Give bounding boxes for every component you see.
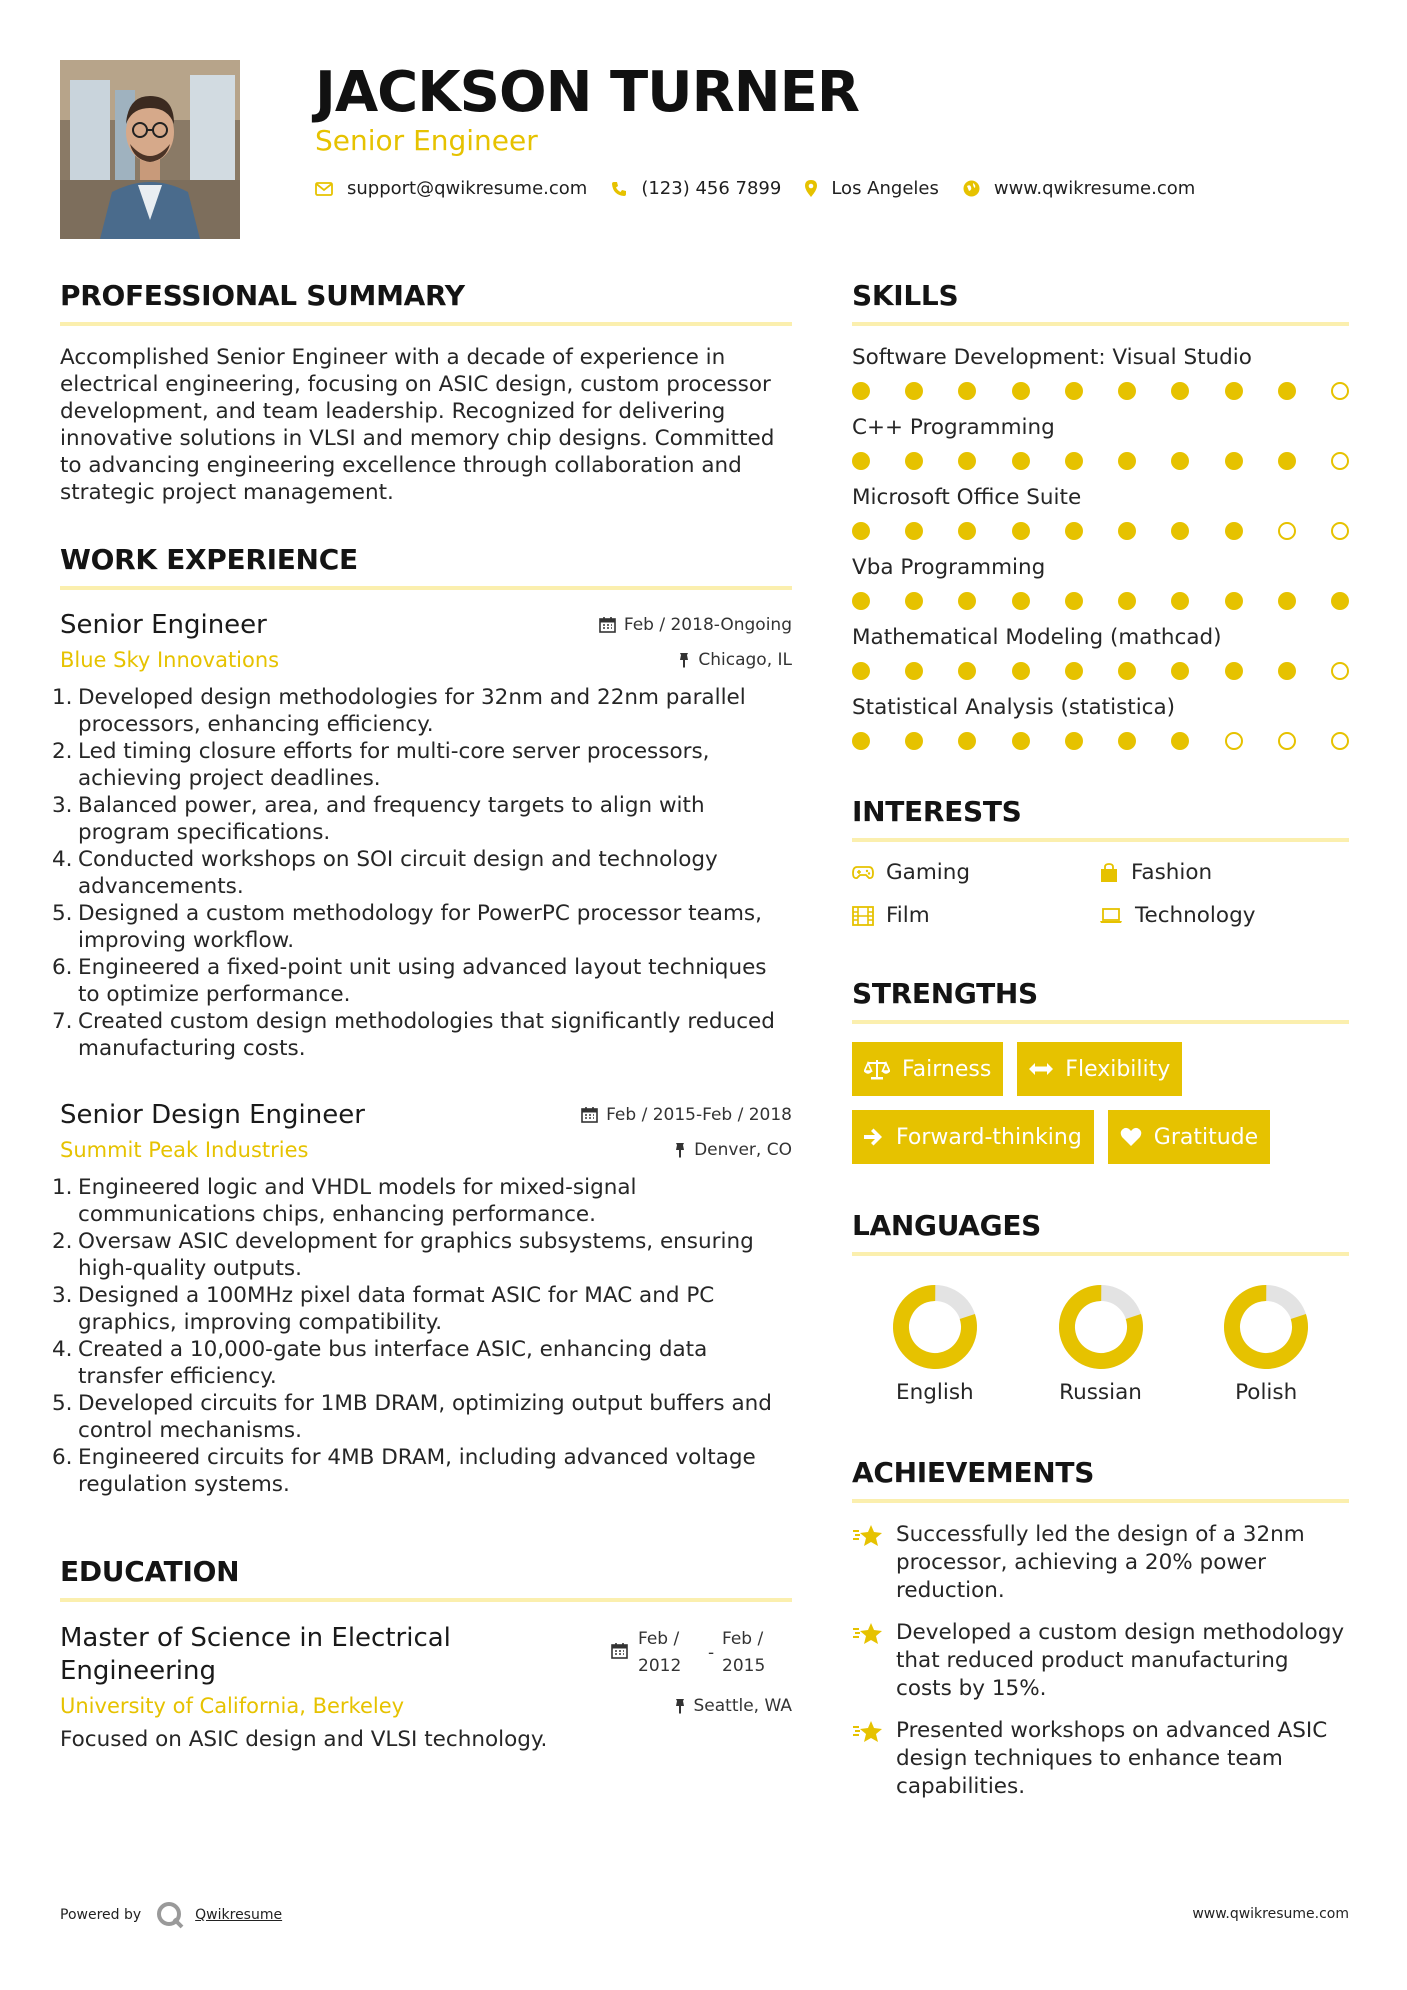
skill-list (852, 344, 1349, 750)
heart-icon (1120, 1127, 1154, 1147)
rating-dot-filled (1118, 522, 1136, 540)
rating-dot-empty (1331, 522, 1349, 540)
rating-dot-filled (1225, 662, 1243, 680)
bullet-number: 3. (52, 793, 73, 818)
phone-text: (123) 456 7899 (641, 178, 782, 199)
strength-label: Gratitude (1153, 1124, 1259, 1150)
rating-dot-filled (1065, 732, 1083, 750)
globe-icon (963, 180, 980, 197)
bullet-text: Led timing closure efforts for multi-core server processors, achieving project deadlines. (78, 739, 710, 791)
job-bullet (52, 1008, 792, 1062)
bullet-number: 5. (52, 1391, 73, 1416)
strength-chip (852, 1110, 1094, 1164)
rating-dot-filled (1278, 382, 1296, 400)
job-bullet (52, 1174, 792, 1228)
rating-dot-empty (1331, 382, 1349, 400)
language-donut (892, 1284, 978, 1370)
job-location (678, 650, 792, 670)
education-dates (611, 1626, 792, 1688)
candidate-title: Senior Engineer (315, 124, 538, 157)
education-end-year: 2015 (722, 1656, 766, 1676)
footer-brand-link[interactable]: Qwikresume (195, 1907, 283, 1923)
job-bullet (52, 846, 792, 900)
rating-dot-filled (852, 662, 870, 680)
language-donut (1223, 1284, 1309, 1370)
bullet-text: Balanced power, area, and frequency targets to align with program specifications. (78, 793, 705, 845)
rating-dot-filled (1118, 662, 1136, 680)
skill-name: Mathematical Modeling (mathcad) (852, 625, 1222, 650)
interest-item (1099, 903, 1349, 928)
envelope-icon (315, 182, 333, 196)
rating-dot-filled (1012, 732, 1030, 750)
rating-dot-empty (1331, 452, 1349, 470)
strength-label: Forward-thinking (896, 1124, 1082, 1150)
rating-dot-filled (1065, 522, 1083, 540)
skill-name: Vba Programming (852, 555, 1046, 580)
achievement-item (852, 1521, 1349, 1605)
rating-dot-filled (958, 592, 976, 610)
strength-chip (1017, 1042, 1182, 1096)
education-end-month: Feb / (722, 1629, 764, 1649)
skill-rating (852, 732, 1349, 750)
job-bullet (52, 792, 792, 846)
bullet-text: Engineered a fixed-point unit using advanced layout techniques to optimize performance. (78, 955, 767, 1007)
bullet-number: 6. (52, 1445, 73, 1470)
education-entry (60, 1622, 792, 1688)
school-name: University of California, Berkeley (60, 1694, 405, 1718)
work-heading: WORK EXPERIENCE (60, 542, 792, 590)
rating-dot-filled (958, 522, 976, 540)
interest-list (852, 860, 1349, 928)
pushpin-icon (678, 652, 690, 668)
job-bullet (52, 738, 792, 792)
achievement-item (852, 1619, 1349, 1703)
skill-name: Software Development: Visual Studio (852, 345, 1252, 370)
rating-dot-filled (1012, 592, 1030, 610)
rating-dot-filled (1331, 592, 1349, 610)
rating-dot-empty (1225, 732, 1243, 750)
job-dates-text: Feb / 2018-Ongoing (623, 614, 792, 635)
education-location-text: Seattle, WA (693, 1696, 792, 1716)
rating-dot-filled (1278, 662, 1296, 680)
calendar-icon (581, 1106, 598, 1123)
rating-dot-filled (905, 382, 923, 400)
rating-dot-filled (905, 452, 923, 470)
skill-item (852, 554, 1349, 610)
rating-dot-filled (1118, 592, 1136, 610)
laptop-icon (1099, 908, 1135, 924)
company-name: Blue Sky Innovations (60, 648, 280, 672)
rating-dot-filled (1118, 452, 1136, 470)
language-name: Polish (1235, 1380, 1298, 1405)
job-bullets (52, 684, 792, 1062)
skill-name: C++ Programming (852, 415, 1055, 440)
strengths-heading: STRENGTHS (852, 976, 1349, 1024)
skill-rating (852, 382, 1349, 400)
skill-rating (852, 592, 1349, 610)
degree-title: Master of Science in Electrical Engineering (60, 1623, 451, 1686)
job-bullet (52, 1228, 792, 1282)
skill-item (852, 344, 1349, 400)
donut-fill (1058, 1284, 1144, 1370)
job-location (674, 1140, 792, 1160)
job-bullet (52, 1390, 792, 1444)
left-column (52, 278, 792, 1754)
rating-dot-filled (905, 662, 923, 680)
strength-label: Fairness (902, 1056, 992, 1082)
location-text: Los Angeles (831, 178, 939, 199)
languages-heading: LANGUAGES (852, 1208, 1349, 1256)
bullet-number: 2. (52, 739, 73, 764)
website-text: www.qwikresume.com (993, 178, 1196, 199)
bullet-text: Developed circuits for 1MB DRAM, optimizing output buffers and control mechanisms. (78, 1391, 772, 1443)
rating-dot-filled (1171, 662, 1189, 680)
rating-dot-filled (1171, 382, 1189, 400)
rating-dot-filled (905, 732, 923, 750)
education-date-separator: - (708, 1643, 715, 1663)
skill-item (852, 414, 1349, 470)
rating-dot-filled (958, 732, 976, 750)
job-dates (599, 615, 792, 635)
rating-dot-filled (852, 592, 870, 610)
donut-fill (1223, 1284, 1309, 1370)
skill-name: Statistical Analysis (statistica) (852, 695, 1176, 720)
strength-chip (1108, 1110, 1270, 1164)
achievement-text: Developed a custom design methodology that reduced product manufacturing costs by 15%. (896, 1620, 1345, 1701)
candidate-name: JACKSON TURNER (315, 60, 860, 125)
star-icon (852, 1521, 896, 1549)
job-bullet (52, 1336, 792, 1390)
interest-label: Film (886, 903, 930, 928)
rating-dot-filled (958, 452, 976, 470)
interest-item (1099, 860, 1349, 885)
education-start-month: Feb / (638, 1629, 680, 1649)
company-name: Summit Peak Industries (60, 1138, 309, 1162)
summary-text: Accomplished Senior Engineer with a decade of experience in electrical engineering, focusing on ASIC design, custom processor development, and team leadership. Recognized for delivering innovative solutions in VLSI and memory chip designs. Committed to advancing engineering excellence through collaboration and strategic project management. (60, 345, 775, 505)
calendar-icon (611, 1642, 628, 1659)
footer-url[interactable]: www.qwikresume.com (1192, 1906, 1349, 1922)
bullet-number: 5. (52, 901, 73, 926)
education-start (638, 1626, 708, 1680)
language-name: Russian (1059, 1380, 1142, 1405)
rating-dot-filled (1012, 522, 1030, 540)
rating-dot-filled (1012, 662, 1030, 680)
achievements-heading: ACHIEVEMENTS (852, 1455, 1349, 1503)
contact-phone[interactable] (611, 178, 781, 199)
rating-dot-filled (1065, 592, 1083, 610)
film-icon (852, 906, 886, 926)
bullet-number: 7. (52, 1009, 73, 1034)
bullet-text: Created a 10,000-gate bus interface ASIC, enhancing data transfer efficiency. (78, 1337, 708, 1389)
balance-scale-icon (864, 1058, 902, 1080)
rating-dot-filled (1278, 592, 1296, 610)
language-item (1183, 1284, 1349, 1405)
job-dates-text: Feb / 2015-Feb / 2018 (606, 1104, 792, 1125)
job-sub (60, 1136, 792, 1164)
rating-dot-filled (1225, 592, 1243, 610)
achievement-text: Successfully led the design of a 32nm processor, achieving a 20% power reduction. (896, 1522, 1305, 1603)
donut-fill (892, 1284, 978, 1370)
powered-by-text: Powered by (60, 1907, 142, 1923)
job-bullet (52, 684, 792, 738)
bullet-number: 1. (52, 1175, 73, 1200)
interest-label: Gaming (886, 860, 971, 885)
job-bullet (52, 1444, 792, 1498)
bullet-number: 1. (52, 685, 73, 710)
education-note: Focused on ASIC design and VLSI technology. (60, 1727, 548, 1752)
bullet-text: Developed design methodologies for 32nm and 22nm parallel processors, enhancing efficiency. (78, 685, 746, 737)
skill-rating (852, 662, 1349, 680)
rating-dot-filled (852, 382, 870, 400)
rating-dot-filled (958, 382, 976, 400)
rating-dot-empty (1278, 522, 1296, 540)
skills-heading: SKILLS (852, 278, 1349, 326)
job-entry (52, 1098, 792, 1498)
contact-website[interactable] (963, 178, 1195, 199)
language-item (852, 1284, 1018, 1405)
arrows-horizontal-icon (1029, 1062, 1065, 1076)
skill-name: Microsoft Office Suite (852, 485, 1082, 510)
bullet-text: Oversaw ASIC development for graphics subsystems, ensuring high-quality outputs. (78, 1229, 754, 1281)
bullet-text: Designed a custom methodology for PowerPC processor teams, improving workflow. (78, 901, 762, 953)
qwikresume-logo-icon (155, 1900, 185, 1930)
education-location (674, 1696, 793, 1716)
achievement-text: Presented workshops on advanced ASIC design techniques to enhance team capabilities. (896, 1718, 1328, 1799)
rating-dot-filled (1225, 382, 1243, 400)
job-header (60, 608, 792, 642)
rating-dot-filled (1012, 452, 1030, 470)
rating-dot-filled (1065, 662, 1083, 680)
language-donut (1058, 1284, 1144, 1370)
bullet-number: 3. (52, 1283, 73, 1308)
phone-icon (611, 181, 627, 197)
rating-dot-empty (1331, 662, 1349, 680)
rating-dot-filled (852, 522, 870, 540)
rating-dot-filled (905, 592, 923, 610)
job-title: Senior Engineer (60, 610, 267, 640)
right-column (852, 278, 1349, 1801)
bullet-number: 4. (52, 1337, 73, 1362)
rating-dot-filled (1171, 592, 1189, 610)
skill-rating (852, 522, 1349, 540)
bullet-number: 2. (52, 1229, 73, 1254)
education-start-year: 2012 (638, 1656, 682, 1676)
contact-location (805, 178, 939, 199)
skill-item (852, 484, 1349, 540)
job-list (52, 608, 792, 1498)
job-bullet (52, 1282, 792, 1336)
interest-label: Fashion (1131, 860, 1213, 885)
language-list (852, 1284, 1349, 1405)
bullet-number: 4. (52, 847, 73, 872)
rating-dot-filled (1171, 732, 1189, 750)
rating-dot-filled (958, 662, 976, 680)
star-icon (852, 1717, 896, 1745)
gamepad-icon (852, 865, 886, 881)
bullet-number: 6. (52, 955, 73, 980)
job-header (60, 1098, 792, 1132)
rating-dot-filled (852, 732, 870, 750)
rating-dot-filled (1171, 452, 1189, 470)
job-bullets (52, 1174, 792, 1498)
rating-dot-filled (905, 522, 923, 540)
summary-heading: PROFESSIONAL SUMMARY (60, 278, 792, 326)
strength-label: Flexibility (1065, 1056, 1171, 1082)
rating-dot-empty (1331, 732, 1349, 750)
job-bullet (52, 900, 792, 954)
language-item (1018, 1284, 1184, 1405)
rating-dot-filled (1118, 382, 1136, 400)
contact-bar (315, 178, 1219, 199)
rating-dot-filled (1065, 382, 1083, 400)
interests-heading: INTERESTS (852, 794, 1349, 842)
contact-email[interactable] (315, 178, 587, 199)
rating-dot-empty (1278, 732, 1296, 750)
interest-item (852, 903, 1099, 928)
rating-dot-filled (1118, 732, 1136, 750)
achievement-list (852, 1521, 1349, 1801)
profile-photo (60, 60, 240, 239)
rating-dot-filled (1225, 452, 1243, 470)
bullet-text: Conducted workshops on SOI circuit design and technology advancements. (78, 847, 718, 899)
bullet-text: Designed a 100MHz pixel data format ASIC for MAC and PC graphics, improving compatibility. (78, 1283, 715, 1335)
strength-list (852, 1042, 1349, 1178)
calendar-icon (599, 616, 616, 633)
education-end (722, 1626, 792, 1680)
rating-dot-filled (1065, 452, 1083, 470)
achievement-item (852, 1717, 1349, 1801)
pushpin-icon (674, 1698, 686, 1714)
bullet-text: Engineered logic and VHDL models for mixed-signal communications chips, enhancing performance. (78, 1175, 637, 1227)
education-sub (60, 1692, 792, 1720)
map-pin-icon (805, 180, 817, 197)
language-name: English (896, 1380, 974, 1405)
job-entry (52, 608, 792, 1062)
job-location-text: Denver, CO (694, 1140, 792, 1160)
pushpin-icon (674, 1142, 686, 1158)
bullet-text: Created custom design methodologies that significantly reduced manufacturing costs. (78, 1009, 775, 1061)
rating-dot-filled (1225, 522, 1243, 540)
education-heading: EDUCATION (60, 1554, 792, 1602)
interest-item (852, 860, 1099, 885)
bullet-text: Engineered circuits for 4MB DRAM, including advanced voltage regulation systems. (78, 1445, 756, 1497)
skill-item (852, 624, 1349, 680)
rating-dot-filled (1012, 382, 1030, 400)
skill-rating (852, 452, 1349, 470)
arrow-right-icon (864, 1128, 896, 1146)
job-location-text: Chicago, IL (698, 650, 792, 670)
skill-item (852, 694, 1349, 750)
strength-chip (852, 1042, 1003, 1096)
footer-powered (60, 1900, 282, 1930)
job-bullet (52, 954, 792, 1008)
rating-dot-filled (1278, 452, 1296, 470)
bag-icon (1099, 863, 1131, 883)
rating-dot-filled (852, 452, 870, 470)
job-title: Senior Design Engineer (60, 1100, 365, 1130)
email-text: support@qwikresume.com (347, 178, 588, 199)
job-dates (581, 1105, 792, 1125)
star-icon (852, 1619, 896, 1647)
rating-dot-filled (1171, 522, 1189, 540)
job-sub (60, 646, 792, 674)
interest-label: Technology (1135, 903, 1256, 928)
